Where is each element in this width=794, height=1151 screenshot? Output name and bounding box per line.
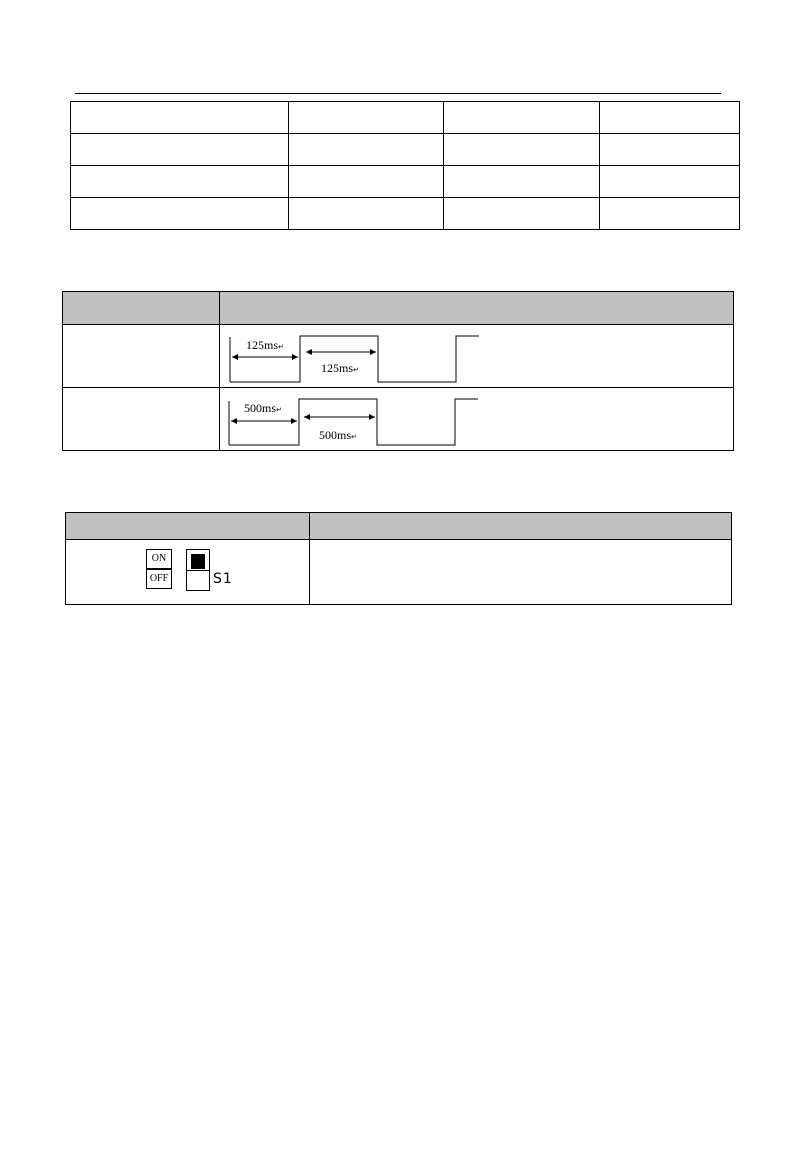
table-header-row xyxy=(66,513,732,540)
switch-knob xyxy=(191,554,205,569)
on-label: ON xyxy=(146,549,172,569)
low-duration-label: 125ms↵ xyxy=(321,361,359,375)
table-row xyxy=(63,325,734,388)
table-row xyxy=(71,134,740,166)
switch-name: S1 xyxy=(213,571,233,587)
waveform-table xyxy=(62,291,734,451)
dip-switch-table xyxy=(65,512,732,605)
waveform-slow xyxy=(220,388,733,450)
table-header-row xyxy=(63,292,734,325)
table-row xyxy=(71,102,740,134)
low-duration-label: 500ms↵ xyxy=(319,428,357,442)
high-duration-label: 125ms↵ xyxy=(246,338,284,352)
table-row xyxy=(71,198,740,230)
spec-table xyxy=(70,101,740,230)
dip-switch-diagram xyxy=(66,540,309,604)
high-duration-label: 500ms↵ xyxy=(244,401,282,415)
table-row xyxy=(63,388,734,451)
header-rule xyxy=(75,93,721,94)
switch-divider xyxy=(187,570,209,571)
dip-switch-s1 xyxy=(186,549,210,591)
table-row xyxy=(66,540,732,605)
table-row xyxy=(71,166,740,198)
off-label: OFF xyxy=(146,569,172,589)
waveform-fast xyxy=(220,325,733,387)
